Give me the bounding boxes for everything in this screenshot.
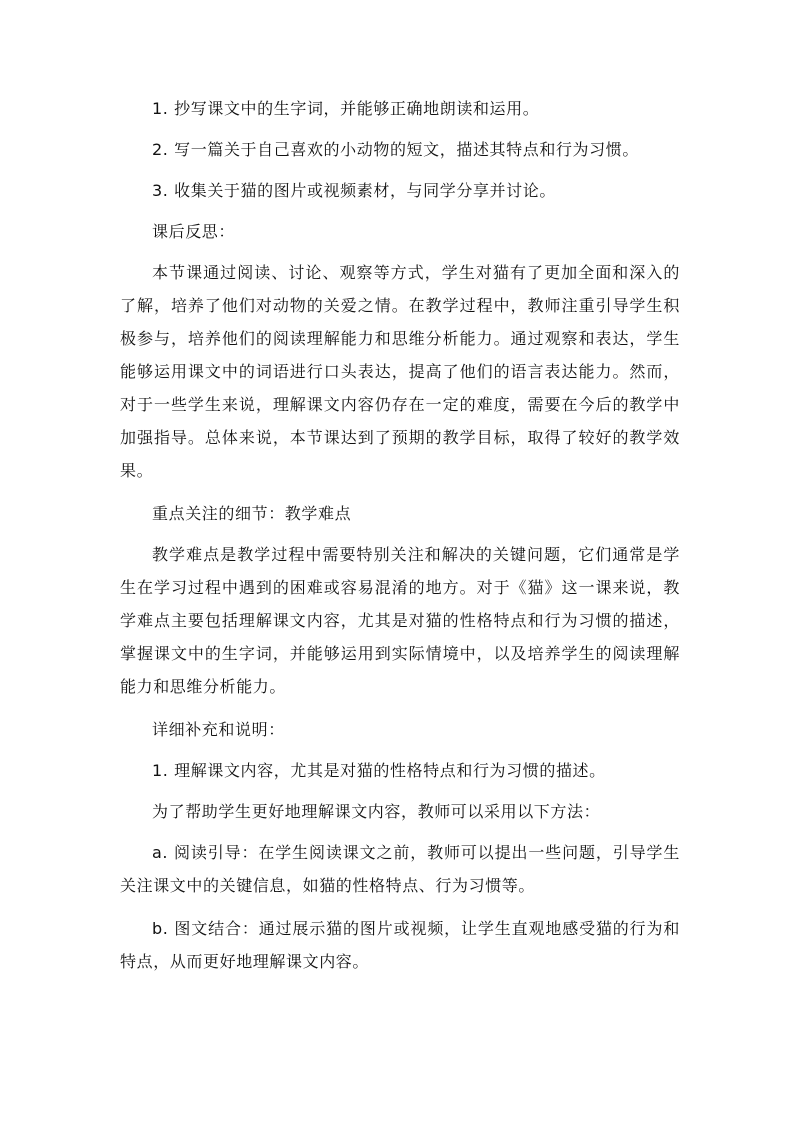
- detailed-explanation-heading: 详细补充和说明：: [152, 720, 285, 739]
- post-class-reflection-heading: 课后反思：: [152, 222, 236, 241]
- method-intro: 为了帮助学生更好地理解课文内容，教师可以采用以下方法：: [152, 802, 601, 821]
- teaching-difficulty-paragraph: 教学难点是教学过程中需要特别关注和解决的关键问题，它们通常是学生在学习过程中遇到的困难或容易混淆的地方。对于《猫》这一课来说，教学难点主要包括理解课文内容，尤其是对猫的性格特点和行为习惯的描述，掌握课文中的生字词，并能够运用到实际情境中，以及培养学生的阅读理解能力和思维分析能力。: [120, 545, 680, 696]
- document-body: [120, 92, 680, 990]
- homework-item-3: 3. 收集关于猫的图片或视频素材，与同学分享并讨论。: [152, 181, 556, 200]
- method-reading-guidance: a. 阅读引导：在学生阅读课文之前，教师可以提出一些问题，引导学生关注课文中的关键信息，如猫的性格特点、行为习惯等。: [120, 843, 680, 895]
- homework-item-1: 1. 抄写课文中的生字词，并能够正确地朗读和运用。: [152, 99, 540, 118]
- key-detail-heading: 重点关注的细节：教学难点: [152, 504, 352, 523]
- explanation-item-1: 1. 理解课文内容，尤其是对猫的性格特点和行为习惯的描述。: [152, 761, 606, 780]
- post-class-reflection-paragraph: 本节课通过阅读、讨论、观察等方式，学生对猫有了更加全面和深入的了解，培养了他们对动物的关爱之情。在教学过程中，教师注重引导学生积极参与，培养他们的阅读理解能力和思维分析能力。通过观察和表达，学生能够运用课文中的词语进行口头表达，提高了他们的语言表达能力。然而，对于一些学生来说，理解课文内容仍存在一定的难度，需要在今后的教学中加强指导。总体来说，本节课达到了预期的教学目标，取得了较好的教学效果。: [120, 263, 680, 480]
- method-image-text-combination: b. 图文结合：通过展示猫的图片或视频，让学生直观地感受猫的行为和特点，从而更好地理解课文内容。: [120, 919, 680, 971]
- homework-item-2: 2. 写一篇关于自己喜欢的小动物的短文，描述其特点和行为习惯。: [152, 140, 639, 159]
